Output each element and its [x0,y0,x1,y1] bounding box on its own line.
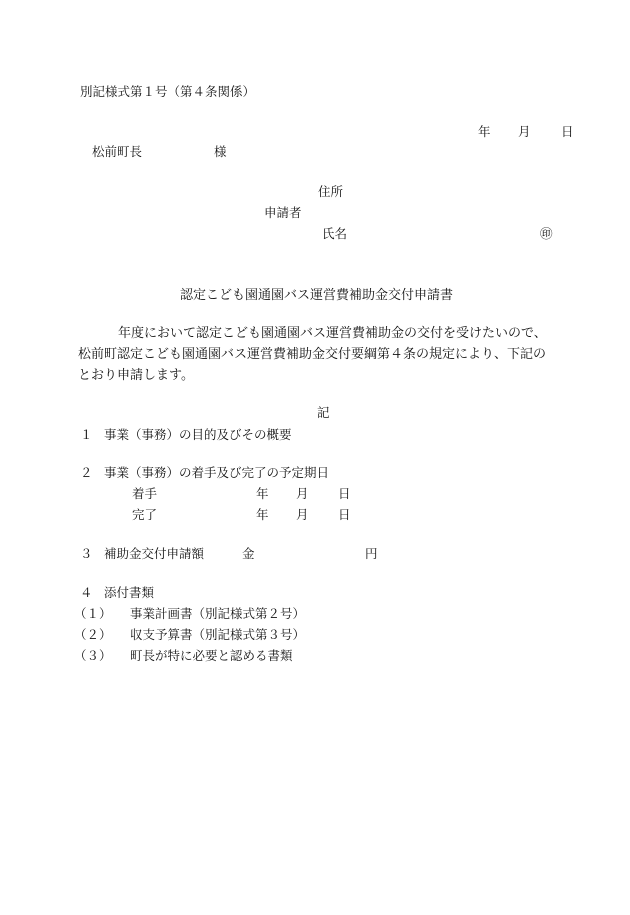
addressee-honorific: 様 [214,144,227,159]
date-day-label: 日 [561,124,574,139]
date-year-label: 年 [478,124,491,139]
attachment-3-number: （３） [74,648,112,663]
item3-amount-prefix: 金 [242,546,255,561]
body-line-2: 松前町認定こども園通園バス運営費補助金交付要綱第４条の規定により、下記の [78,347,547,362]
attachment-2-text: 収支予算書（別記様式第３号） [130,627,306,642]
applicant-name-label: 氏名 [322,226,348,241]
applicant-address-label: 住所 [318,184,344,199]
item2-number: ２ [80,465,93,480]
item2-end-month: 月 [296,507,309,522]
body-line-1: 年度において認定こども園通園バス運営費補助金の交付を受けたいので、 [118,326,547,341]
item2-start-day: 日 [338,486,351,501]
item2-start-label: 着手 [132,486,158,501]
attachment-1-number: （１） [74,606,112,621]
attachment-3-text: 町長が特に必要と認める書類 [130,648,293,663]
item2-end-day: 日 [338,507,351,522]
item4-number: ４ [80,585,93,600]
item3-amount-unit: 円 [365,546,378,561]
item2-end-label: 完了 [132,507,158,522]
date-month-label: 月 [518,124,531,139]
document-title: 認定こども園通園バス運営費補助金交付申請書 [180,288,454,303]
item2-label: 事業（事務）の着手及び完了の予定期日 [104,465,330,480]
item2-start-month: 月 [296,486,309,501]
applicant-role-label: 申請者 [264,205,302,220]
item2-end-year: 年 [256,507,269,522]
attachment-2-number: （２） [74,627,112,642]
item3-label: 補助金交付申請額 [104,546,205,561]
item3-number: ３ [80,546,93,561]
ki-heading: 記 [317,405,330,420]
item1-number: １ [80,427,93,442]
body-line-3: とおり申請します。 [78,368,194,383]
item4-label: 添付書類 [104,585,155,600]
item1-label: 事業（事務）の目的及びその概要 [104,427,292,442]
form-number: 別記様式第１号（第４条関係） [80,84,256,99]
seal-mark: ㊞ [540,226,553,241]
attachment-1-text: 事業計画書（別記様式第２号） [130,606,306,621]
item2-start-year: 年 [256,486,269,501]
addressee-name: 松前町長 [92,144,143,159]
